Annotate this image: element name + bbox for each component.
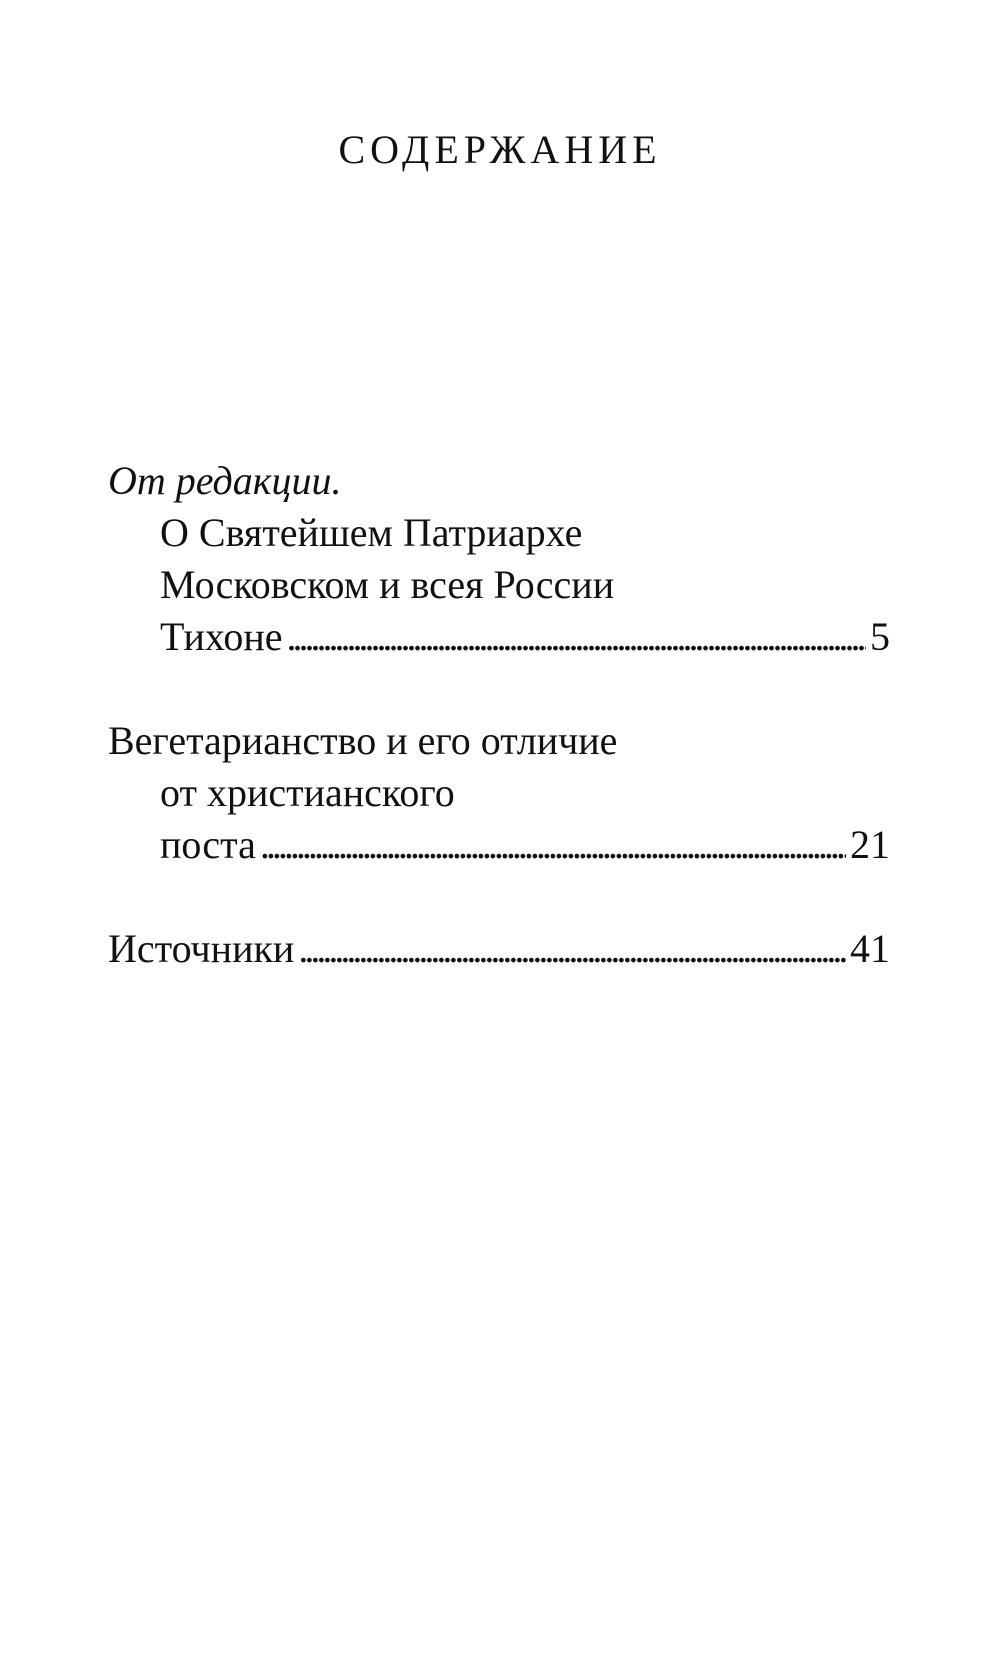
toc-entry bbox=[108, 455, 890, 663]
toc-entry-last-line[interactable] bbox=[108, 923, 890, 975]
toc-entry bbox=[108, 715, 890, 871]
toc-entry-last-line[interactable] bbox=[108, 611, 890, 663]
toc-entry-title-end: поста bbox=[160, 822, 256, 867]
toc-page-number: 5 bbox=[870, 614, 890, 659]
toc-page-number: 41 bbox=[850, 926, 890, 971]
dot-leader bbox=[260, 819, 846, 871]
toc-page-number: 21 bbox=[850, 822, 890, 867]
toc-entry bbox=[108, 923, 890, 975]
dot-leader bbox=[286, 611, 866, 663]
toc-entry-line: О Святейшем Патриархе bbox=[160, 510, 583, 555]
toc-entry-title-end: Источники bbox=[108, 926, 295, 971]
toc-entry-title-end: Тихоне bbox=[160, 614, 283, 659]
toc-entry-line: от христианского bbox=[160, 770, 455, 815]
table-of-contents bbox=[108, 455, 890, 975]
toc-entry-line: Вегетарианство и его отличие bbox=[108, 718, 618, 763]
dot-leader bbox=[298, 923, 846, 975]
toc-entry-intro: От редакции. bbox=[108, 458, 342, 503]
page-title: СОДЕРЖАНИЕ bbox=[338, 127, 662, 172]
toc-entry-line: Московском и всея России bbox=[160, 562, 615, 607]
toc-entry-last-line[interactable] bbox=[108, 819, 890, 871]
